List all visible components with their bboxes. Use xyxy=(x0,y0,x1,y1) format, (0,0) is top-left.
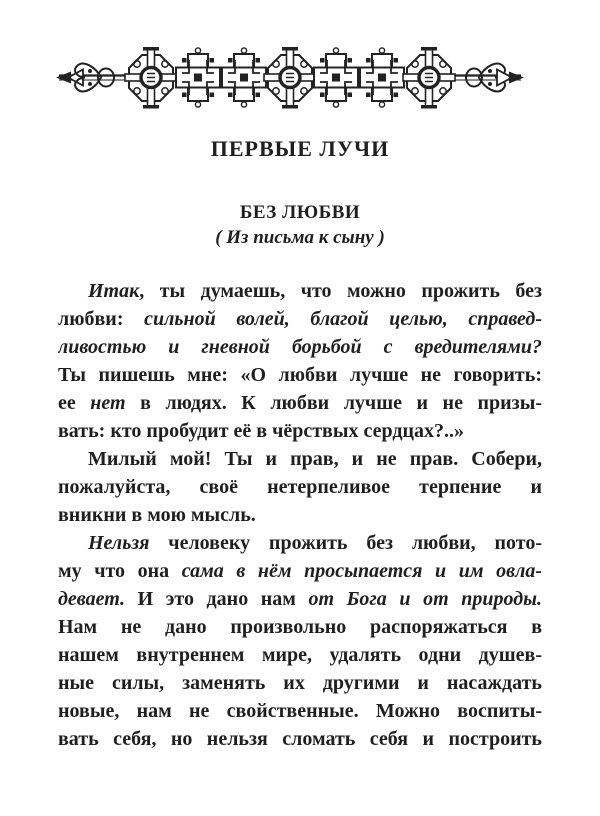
italic-text-segment: от Бога и от природы. xyxy=(308,588,542,610)
text-segment: пожалуйста, своё нетерпеливое терпение и xyxy=(58,476,542,498)
text-segment: ные силы, заменять их другими и насаждать xyxy=(58,672,542,694)
text-segment: нашем внутреннем мире, удалять одни душев- xyxy=(58,644,542,666)
text-line xyxy=(58,613,542,641)
text-segment: , ты думаешь, что можно прожить без xyxy=(139,280,542,302)
text-segment: человеку прожить без любви, пото- xyxy=(149,532,542,554)
knotwork-headpiece-ornament xyxy=(55,46,525,110)
text-line xyxy=(58,333,542,361)
text-segment: вать: кто пробудит её в чёрствых сердцах?..» xyxy=(58,420,464,442)
text-line xyxy=(58,445,542,473)
text-segment: любви: xyxy=(58,308,145,330)
text-segment: ее xyxy=(58,392,91,414)
text-line xyxy=(58,529,542,557)
text-line xyxy=(58,361,542,389)
text-line xyxy=(58,473,542,501)
text-segment: новые, нам не свойственные. Можно воспиты- xyxy=(58,700,542,722)
text-segment: И это дано нам xyxy=(125,588,309,610)
text-line xyxy=(58,501,542,529)
italic-text-segment: девает. xyxy=(58,588,126,610)
text-line xyxy=(58,389,542,417)
chapter-subtitle: ( Из письма к сыну ) xyxy=(215,227,385,248)
italic-text-segment: нет xyxy=(90,392,126,414)
text-segment: Нам не дано произвольно распоряжаться в xyxy=(58,616,542,638)
text-segment: Ты пишешь мне: «О любви лучше не говорить: xyxy=(58,364,542,386)
text-line xyxy=(58,277,542,305)
italic-text-segment: Нельзя xyxy=(88,532,150,554)
italic-text-segment: сильной волей, благой целью, справед- xyxy=(144,308,542,330)
text-line xyxy=(58,669,542,697)
text-segment: Милый мой! Ты и прав, и не прав. Собери, xyxy=(88,448,542,470)
text-line xyxy=(58,725,542,753)
text-segment: в людях. К любви лучше и не призы- xyxy=(125,392,542,414)
text-line xyxy=(58,585,542,613)
text-segment: вать себя, но нельзя сломать себя и построить xyxy=(58,728,542,750)
text-line xyxy=(58,641,542,669)
text-segment: му что она xyxy=(58,560,182,582)
text-line xyxy=(58,417,542,445)
page-title: ПЕРВЫЕ ЛУЧИ xyxy=(210,136,390,161)
body-text xyxy=(58,277,542,753)
text-line xyxy=(58,557,542,585)
chapter-title: БЕЗ ЛЮБВИ xyxy=(239,202,361,223)
text-line xyxy=(58,305,542,333)
italic-text-segment: сама в нём просыпается и им овла- xyxy=(181,560,542,582)
text-line xyxy=(58,697,542,725)
italic-text-segment: ливостью и гневной борьбой с вредителями? xyxy=(58,336,542,358)
text-segment: вникни в мою мысль. xyxy=(58,504,256,526)
italic-text-segment: Итак xyxy=(88,280,140,302)
